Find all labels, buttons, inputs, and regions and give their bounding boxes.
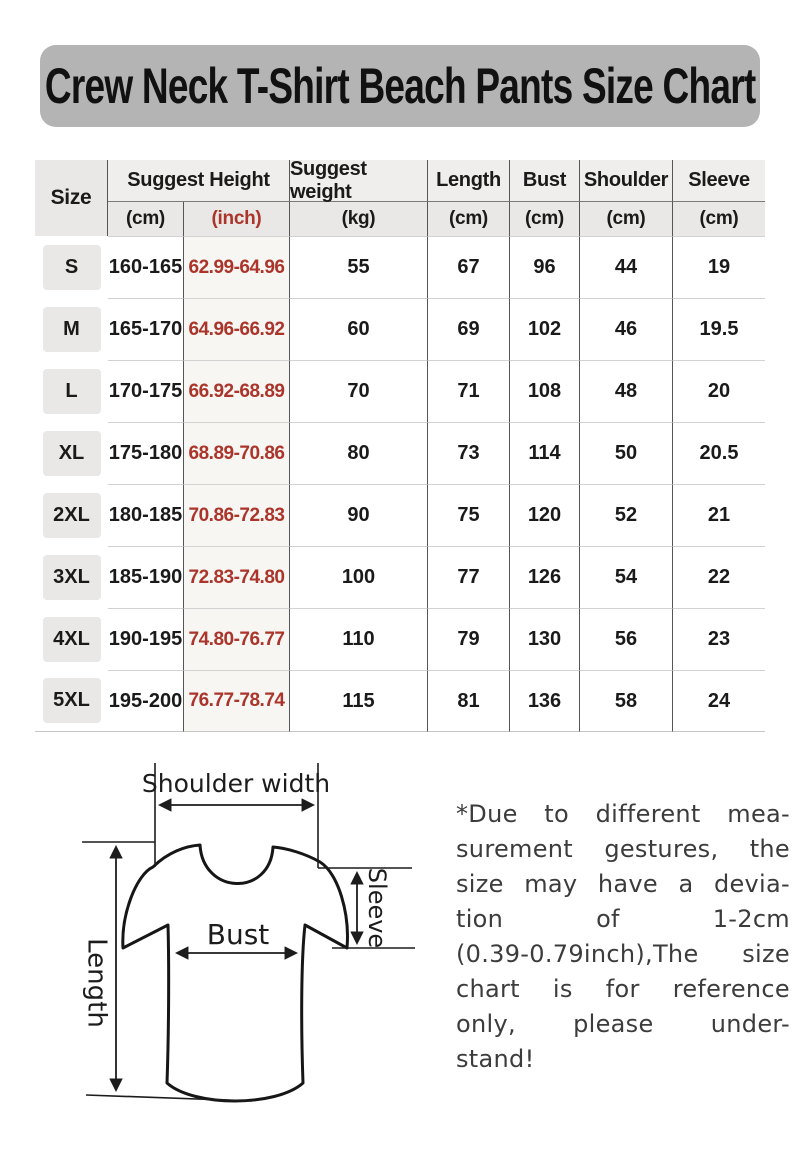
shoulder-value: 54 <box>580 546 673 608</box>
tshirt-outline <box>123 845 348 1101</box>
unit-sleeve-cm: (cm) <box>673 202 765 236</box>
size-badge: 4XL <box>43 617 101 662</box>
height-inch-value: 74.80-76.77 <box>184 608 290 670</box>
bust-value: 102 <box>510 298 580 360</box>
sleeve-value: 24 <box>673 670 765 732</box>
height-inch-value: 70.86-72.83 <box>184 484 290 546</box>
disclaimer-line: (0.39-0.79inch),The size <box>456 940 790 968</box>
size-badge: 3XL <box>43 555 101 600</box>
bust-value: 136 <box>510 670 580 732</box>
weight-value: 100 <box>290 546 428 608</box>
header-shoulder: Shoulder <box>580 160 673 202</box>
length-value: 67 <box>428 236 510 298</box>
unit-length-cm: (cm) <box>428 202 510 236</box>
disclaimer-note <box>456 797 790 1077</box>
disclaimer-line: *Due to different mea- <box>456 800 790 828</box>
weight-value: 115 <box>290 670 428 732</box>
table-row <box>35 298 765 360</box>
length-value: 71 <box>428 360 510 422</box>
shoulder-width-label: Shoulder width <box>141 769 331 798</box>
table-row <box>35 484 765 546</box>
header-sleeve: Sleeve <box>673 160 765 202</box>
length-value: 79 <box>428 608 510 670</box>
unit-shoulder-cm: (cm) <box>580 202 673 236</box>
height-inch-value: 76.77-78.74 <box>184 670 290 732</box>
sleeve-value: 23 <box>673 608 765 670</box>
height-inch-value: 62.99-64.96 <box>184 236 290 298</box>
header-size: Size <box>35 160 108 236</box>
height-cm-value: 165-170 <box>108 298 184 360</box>
disclaimer-line: only, please under- <box>456 1010 790 1038</box>
table-header <box>35 157 765 236</box>
shoulder-value: 44 <box>580 236 673 298</box>
sleeve-value: 19 <box>673 236 765 298</box>
length-value: 73 <box>428 422 510 484</box>
height-inch-value: 66.92-68.89 <box>184 360 290 422</box>
height-cm-value: 160-165 <box>108 236 184 298</box>
height-inch-value: 72.83-74.80 <box>184 546 290 608</box>
length-value: 81 <box>428 670 510 732</box>
unit-height-inch: (inch) <box>184 202 290 236</box>
shoulder-value: 58 <box>580 670 673 732</box>
size-badge: M <box>43 307 101 352</box>
height-cm-value: 190-195 <box>108 608 184 670</box>
title-banner <box>40 45 760 127</box>
length-value: 75 <box>428 484 510 546</box>
shoulder-value: 46 <box>580 298 673 360</box>
disclaimer-line: size may have a devia- <box>456 870 790 898</box>
table-row <box>35 360 765 422</box>
length-value: 77 <box>428 546 510 608</box>
unit-bust-cm: (cm) <box>510 202 580 236</box>
bust-value: 96 <box>510 236 580 298</box>
height-cm-value: 180-185 <box>108 484 184 546</box>
header-suggest-weight: Suggest weight <box>290 160 428 202</box>
disclaimer-line: chart is for reference <box>456 975 790 1003</box>
sleeve-value: 19.5 <box>673 298 765 360</box>
bust-value: 126 <box>510 546 580 608</box>
tshirt-measurement-diagram <box>60 755 420 1115</box>
weight-value: 60 <box>290 298 428 360</box>
unit-weight-kg: (kg) <box>290 202 428 236</box>
height-cm-value: 175-180 <box>108 422 184 484</box>
sleeve-value: 20 <box>673 360 765 422</box>
disclaimer-line: stand! <box>456 1045 535 1073</box>
size-badge: XL <box>43 431 101 476</box>
unit-height-cm: (cm) <box>108 202 184 236</box>
height-cm-value: 185-190 <box>108 546 184 608</box>
shoulder-value: 56 <box>580 608 673 670</box>
bust-value: 114 <box>510 422 580 484</box>
table-row <box>35 546 765 608</box>
bust-label: Bust <box>206 918 270 951</box>
header-length: Length <box>428 160 510 202</box>
table-row <box>35 422 765 484</box>
weight-value: 55 <box>290 236 428 298</box>
size-badge: S <box>43 245 101 290</box>
header-bust: Bust <box>510 160 580 202</box>
length-label: Length <box>81 938 112 1028</box>
height-cm-value: 195-200 <box>108 670 184 732</box>
height-inch-value: 64.96-66.92 <box>184 298 290 360</box>
disclaimer-line: tion of 1-2cm <box>456 905 790 933</box>
shoulder-value: 52 <box>580 484 673 546</box>
table-row <box>35 670 765 732</box>
bust-value: 120 <box>510 484 580 546</box>
sleeve-value: 20.5 <box>673 422 765 484</box>
disclaimer-line: surement gestures, the <box>456 835 790 863</box>
weight-value: 90 <box>290 484 428 546</box>
table-row <box>35 236 765 298</box>
length-value: 69 <box>428 298 510 360</box>
weight-value: 80 <box>290 422 428 484</box>
bust-value: 130 <box>510 608 580 670</box>
weight-value: 70 <box>290 360 428 422</box>
height-inch-value: 68.89-70.86 <box>184 422 290 484</box>
weight-value: 110 <box>290 608 428 670</box>
height-cm-value: 170-175 <box>108 360 184 422</box>
size-badge: 2XL <box>43 493 101 538</box>
size-badge: 5XL <box>43 678 101 723</box>
sleeve-value: 22 <box>673 546 765 608</box>
sleeve-value: 21 <box>673 484 765 546</box>
sleeve-label: Sleeve <box>363 867 391 949</box>
size-table <box>35 157 765 732</box>
shoulder-value: 50 <box>580 422 673 484</box>
header-suggest-height: Suggest Height <box>108 160 290 202</box>
shoulder-value: 48 <box>580 360 673 422</box>
page-title: Crew Neck T-Shirt Beach Pants Size Chart <box>44 58 756 114</box>
table-row <box>35 608 765 670</box>
bust-value: 108 <box>510 360 580 422</box>
size-badge: L <box>43 369 101 414</box>
